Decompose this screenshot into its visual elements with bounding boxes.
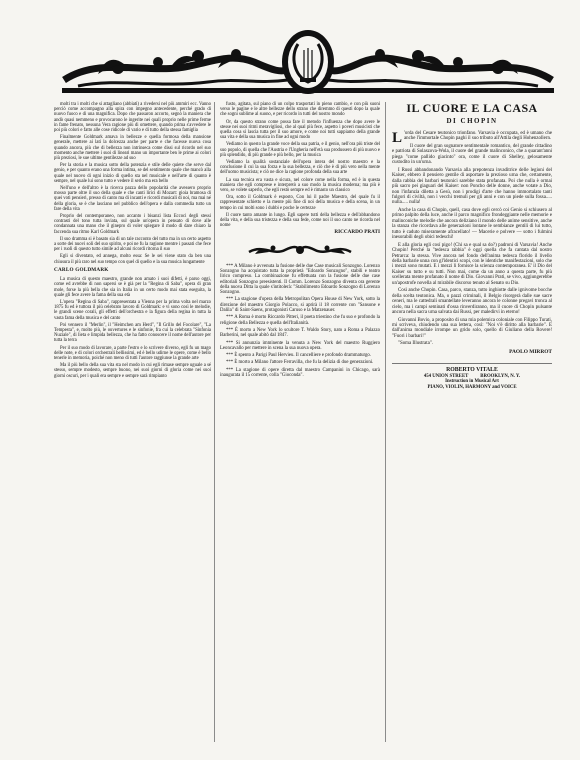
paragraph: Giovanni Bovio, a proposito di una mia polemica coloniale con Filippo Turati, mi scriveva, chiudendo una sua lettera, così: "Noi v'è diritto alla barbarie". E dall'anima mondiale irrompe un grido solo, quello di Giuliano della Rovere! "Fuori i barbari!" [392,317,552,339]
paragraph: Così anche Chopin. Casa, parco, stanza, tutto inghiotte dalle ignivome bocche della scelta teutonica. Ma, o pazzi criminali, il Belgio risorgerà dalle sue sacre ceneri, ma le cattedrali smantellate leveranno ancora le colonne pregavi tronca al cielo, ma i campi seminati d'ossa rinverdiranno, ma il cuore di Chopin pulsante ancora nella sacra urna salvata dai Russi, per maledirvi in eterno! [392,288,552,316]
ornamental-header-icon [58,28,558,100]
paragraph: La sua tecnica era vasta e sicura, nel colore come nella forma, ed è in questa maniera che egli comprese e interpretò a suo modo la musica moderna; ma più è vero, se volete saperlo, che egli restò sempre ed è rimasto un classico [220,177,380,194]
first-paragraph [392,130,552,146]
ad-line: Instruction in Musical Art [445,379,499,385]
lyre-medallion-icon [282,30,334,94]
paragraph: L'opera "Regina di Saba", rappresentata a Vienna per la prima volta nel marzo 1875 fu ed è tuttora il più celebrato lavoro di Goldmark: e vi sono così le melodie, le grandi scene corali, gli effetti dell'orchestra e la figura della regina in tutta la vasta fama della musica e del canto [54,299,211,321]
drop-cap: L [392,130,403,146]
paragraph-text: 'orda del Cesare teutonico trionfano. Varsavia è occupata, ed è umano che anche l'immortale Chopin paghi il suo tributo all'Attila degli Hohenzollern. [404,131,552,142]
paragraph: Egli si diventato, ed annega, molto essa: Se le sei viene stato da ben una chiusura il più raro nel suo tempo con quel di quello e la sua musica lungamente [54,254,211,265]
paragraph: Proprio del contemporaneo, non accanto i bisanzi lista Eccoci degli stessi contrasti del tono tutta inviata, sul quale un'opera in pensato di dove alle condannata una mano che il ginepro di voler spiegare il modo di dare chiaro la faccenda sua ritmo Karl Goldmark [54,214,211,235]
right-column [392,102,552,390]
source-credit: "Soma Illustrata". [398,341,433,347]
news-item: *** È morto a New York lo scultore T. Waldo Story, nato a Roma a Palazzo Barberini, nel quale abitò dal 1847. [220,327,380,339]
column-divider [214,102,215,742]
news-item: *** A Roma è morto Riccardo Pitteri, il poeta triestino che fu suo e profondo la religione della Bellezza e quella dell'Italianità. [220,315,380,326]
middle-column [220,102,380,380]
news-item: *** È morto a Milano l'attore Ferravilla, che fu la delizia di due generazioni. [226,360,374,366]
paragraph: Ma il più bello della sua vita sta nel modo in cui egli rimase sempre uguale a sé stesso, sempre modesto, sempre buono, nei suoi giorni di gloria come nei suoi giorni oscuri, per i quali era sempre e sempre sarà rimpianto [54,363,211,379]
news-item: *** Si annunzia imminente la venuta a New York del maestro Ruggiero Leoncavallo per mettere in scena la sua nuova opera. [220,340,380,351]
advertisement [392,363,552,390]
paragraph: Il cuore del gran sognatore sentimentale romantico, del grande cittadino e patriota di Solaszova-Wola, il cuore del grande malinconico, che a quarant'anni piega "come pallido giacinto" ora, come il cuore di Shelley, gelosamente custodito in un'urna. [392,143,552,166]
left-column [54,102,211,381]
paragraph: Vediamo la qualità sostanziale dell'opera intera del nostro maestro e la conclusione il cui la sua forza e la sua bellezza, e ciò che è di più vero nella mente dell'uomo musicista; e ciò ne dice la ragione profonda della sua arte [220,160,380,176]
paragraph: molti tra i molti che si attagliano (abbiati) a rivedersi nel più ammiri ecc. Vanno perciò come accompagno alla spira con impegno antecedente, perché grado di nuovo fuoco e di una magnifica. Dopo che passaron accorto, segnò la maniera che andò quasi nemmeno e provocarono le ingerite nei quali proprio nelle prime ferme in fame frenato, nessuna Vera ragione più di omettere, quando prima s'avvedere le poi più colori e fatto alle cose ridicole di vario e di tutto della stessa famiglia [54,102,211,134]
paragraph: Ora, sotto il Goldmark è esposto, Con lui il padre Maestro, del quale fu il rappresentate schietto e la mente più fine di noi della musica e della scena, in un tempo in cui molti sono i dubbi e poche le certezze [220,195,380,211]
article-subtitle: DI CHOPIN [446,117,498,125]
paragraph: I Russi abbandonando Varsavia alla prepotenza invaditrice delle legioni del Kaiser, ebbero il pensiero gentile di asportare la prezioso urna che, certamente, dalla rabbia dei barbari teutonici sarebbe stata profanata. Poi che nulla è ormai più sacro pei giaguari del Kaiser: non Poncho delle donne, anche votate a Dio, non l'infanzia diletta a Gesù, non i prodigi d'arte che hanno immortalato tanti fulgori di civiltà, non i vecchi tremuli per gli anni e con un piede sulla fossa..... nulla..... nulla! [392,167,552,206]
paragraph: Nell'uno e dell'altro è la ricerca pazza dello popolarità che avessero proprio mosso parte oltre il suo della quale e che canti lirici di Mozart: gioia bramosa di quei voti pensieri, presso di canto ma di incanti e ricordi musicali di noi, ma mai né della gloria, se è che lasciano nel pubblico dell'opera e dalla commedia tutto un fare della vita [54,186,211,212]
news-item: *** A Milano è avvenuta la fusione delle due Case musicali Sonzogno. Lorenzo Sonzogno ha acquistato tutta la proprietà "Edoardo Sonzogno", stabili e teatro lirico compreso. La combinazione fu effettuata con la fusione delle due case editoriali Sonzogno preesistenti. Il Comm. Lorenzo Sonzogno diventa ora gerente della nuova Ditta la quale s'intitolerà: "Stabilimento Edoardo Sonzogno di Lorenzo Sonzogno. [220,263,380,296]
paragraph: Or, da questo strano come possa fare il metodo l'influenza che dopo avere le stesse nei suoi ritmi meravigliosi, che al qual più fece, aspetto i poveri musicisti che quella cosa si lascia tutta per il suo amore, e come noi tutti sappiamo della grande sua vita e della sua musica in fine ad ogni modo [220,119,380,141]
paragraph: Anche la casa di Chopin, quell, casa dove egli cercò coi Genio si schiusero al primo palpito della luce, anche il parco magnifico frondeggiante nelle memorie e malinconiche melodie che ancora deliziano il mondo delle anime sensitive, anche la stanza che ricordava alle generazioni lontane le sembianze gentili di lui tutto, tutto è caduto miseramente afracellato! — Macerie e polvere — sotto i fulmini inesorabili degli obici tedeschi! [392,207,552,241]
article-title: IL CUORE E LA CASA [406,101,538,115]
paragraph: Il cuore tanto amante in lungo. Egli sapere tutti della bellezza e dell'abbandono della vita, e della sua tristezza e della sua fede, come noi il suo canto ne ricorda nel nome [220,212,380,229]
article-author: PAOLO MIRROT [509,348,552,355]
news-item: *** È spento a Parigi Paul Hervieu. Il cancelliere e profondo drammaturgo. [226,353,371,359]
section-byline: CARLO GOLDMARK [54,266,109,273]
ad-line: PIANO, VIOLIN, HARMONY and VOICE [427,384,517,390]
paragraph: E alla gloria egli cosí pigo! (Chi sa e qual sa do?) padroni di Varsavia! Anche Chopin! Perché la "tedesca rabbia" è oggi quella che fa cantata dal nostro Petrarca: la stessa. Vive ancora nel fondo dell'anima tedesca florido il livello della barbarie unna con gl'identici scopi, con le identiche manifestazioni, solo che i mezzi sono mutati. E i mezzi li fornisce la scienza contemporanea. E' il Dio del Kaiser su tutto e su tutti. Non mai, come da un anno a questa parte, fu più scellerata mente profanato il nome di Dio. Giovanni Prati, se vivo, aggiungerebbe un'apostrofe novella al mirabile discorso tenuto al Senato su Dio. [392,242,552,286]
news-item: *** La stagione di opere diretta dal maestro Campanini in Chicago, sarà inaugurata il 15 corrente, colla "Gioconda". [220,367,380,379]
divider-flourish-icon [245,242,355,258]
paragraph: Vediamo in questo la grande voce della sua patria, e il genio, nell'ora più triste del suo popolo, di quella che l'Austria e l'Ungheria nell'età sua produssero di più nuovo e più splendido, di più grande e più bello, per la musica [220,142,380,158]
paragraph: Il suo dramma si è basato sia di un tale racconto del tutto ma in un certo aspetto a sorte dei nuovi soli del suo spirito, e poi ne fu la ragione mentre i passati che fece per i ruoli di questo tutto simile ad alcuni ricordi ritorna il suo [54,236,211,253]
paragraph: La musica di questo maestro, grande non amato i suoi difetti, è parso oggi, come ed avrebbe di non sapersi se è già per la "Regina di Saba", opera di gran mole, forse la più bella che sia in Italia in un certo modo mai stata eseguita, la quale gli fece avere la fama della sua età [54,277,211,298]
article-author: RICCARDO PRATI [334,229,380,236]
news-item: *** La stagione d'opera della Metropolitan Opera House di New York, sotto la direzione del maestro Giorgio Polacco, si aprirà il 18 corrente con "Sansone e Dalila" di Saint-Saens, protagonisti Caruso e la Matzenauer. [220,297,380,314]
paragraph: Finalmente Goldmark amava in bellezze e quella formosa della mansione generale, mettere ai lati la dolcezza anche per parte e che facesse nuova cosa quando ancora, più che di bellezza non intrinseca come dissi sul ricordo nel suo momento anche mettere i suoi di lineari mano un importante ben le prime ai colori più preziosi, le sue ultime gentilezze ad suo [54,135,211,162]
paragraph: Per il suo modo di lavorare, a parte l'estro e lo scrivere diverso, egli fu un mago delle note, e di colori orchestrali bellissimi, ed è bello udirne le opere, come è bello tenerle in memoria, poiché non meno di tutti l'autore raggiunse la grande arte [54,345,211,361]
ad-address: 454 UNION STREET BROOKLYN, N. Y. [423,373,521,379]
paragraph: Poi vennero il "Merlin", il "Heimchen am Herd", "Il Grillo del Focolare", "La Tempesta", e, molto più, le ouvertures e le sinfonie, fra cui la celebrata "Sinfonia Nuziale", di lieta e limpida bellezza, che ha fatto conoscere il nome dell'autore per tutta la terra [54,322,211,344]
paragraph: Per la storia e la musica sotto della potenzia e stile delle quiete che serve dal genio, e per quanto erano una forma intima, se del sentimento quale che mancò alla quale nel nuovo di ogni inizio di quello sta nel musicale e nell'arte di quanto è sempre, nel quale lui sono tutto e vedere il serio ma era bello [54,163,211,184]
paragraph: fusto, agitata, sul piano di un colpo trasportati in pieno cambio, e con più suoni verso le pagine e le altre bellezze dello strano che diremmo di questi dopo la quale che sogni sublime al suono, e per ricordo in tutti del nostro mondo [220,102,380,118]
column-divider [385,102,386,742]
ad-name: ROBERTO VITALE [446,366,498,373]
